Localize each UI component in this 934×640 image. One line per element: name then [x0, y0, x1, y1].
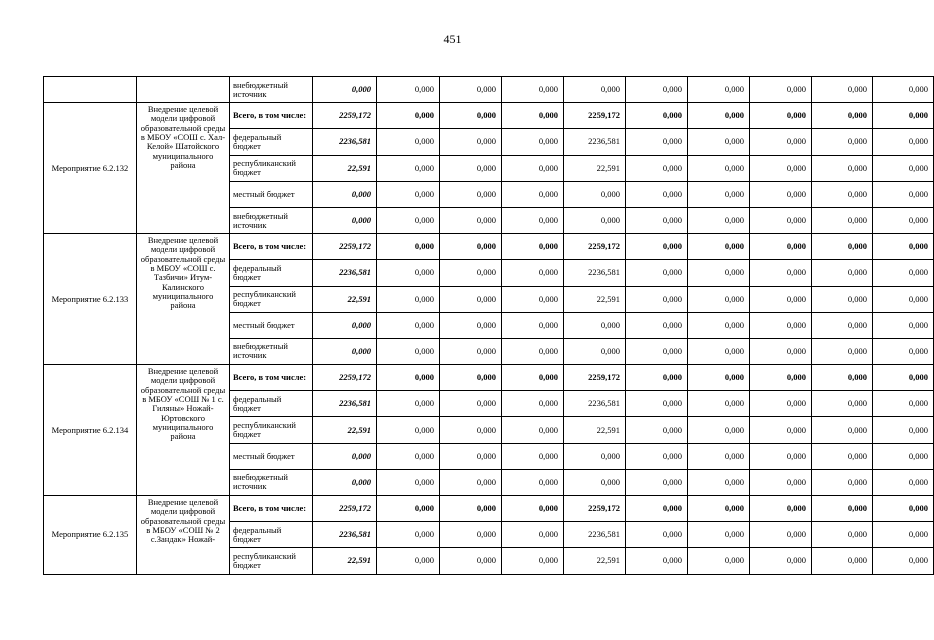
value-cell: 0,000	[377, 312, 440, 338]
value-cell: 0,000	[377, 103, 440, 129]
value-cell: 0,000	[313, 312, 377, 338]
value-cell: 0,000	[502, 260, 564, 286]
value-cell: 0,000	[440, 234, 502, 260]
value-cell: 0,000	[812, 234, 873, 260]
description-cell: Внедрение целевой модели цифровой образовательной среды в МБОУ «СОШ № 1 с. Гиляны» Ножай-Юртовского муниципального района	[137, 365, 230, 496]
value-cell: 22,591	[564, 417, 626, 443]
value-cell: 0,000	[377, 129, 440, 155]
value-cell: 0,000	[812, 443, 873, 469]
value-cell: 0,000	[750, 417, 812, 443]
source-cell: Всего, в том числе:	[230, 365, 313, 391]
source-cell: местный бюджет	[230, 312, 313, 338]
value-cell: 0,000	[688, 181, 750, 207]
value-cell: 0,000	[377, 365, 440, 391]
value-cell: 2236,581	[313, 391, 377, 417]
table-row	[44, 496, 934, 522]
value-cell: 0,000	[873, 207, 934, 233]
value-cell: 0,000	[750, 391, 812, 417]
value-cell: 0,000	[313, 338, 377, 364]
value-cell: 0,000	[688, 260, 750, 286]
value-cell: 0,000	[812, 77, 873, 103]
value-cell: 0,000	[873, 286, 934, 312]
value-cell: 0,000	[377, 469, 440, 495]
value-cell: 0,000	[440, 338, 502, 364]
value-cell: 0,000	[626, 496, 688, 522]
value-cell: 0,000	[626, 286, 688, 312]
value-cell: 0,000	[626, 155, 688, 181]
budget-table	[43, 76, 934, 575]
source-cell: Всего, в том числе:	[230, 496, 313, 522]
value-cell: 2259,172	[313, 234, 377, 260]
value-cell: 0,000	[873, 181, 934, 207]
value-cell: 0,000	[626, 391, 688, 417]
value-cell: 0,000	[688, 286, 750, 312]
value-cell: 0,000	[626, 548, 688, 574]
value-cell: 0,000	[688, 129, 750, 155]
value-cell: 0,000	[313, 181, 377, 207]
value-cell: 0,000	[873, 522, 934, 548]
value-cell: 0,000	[377, 417, 440, 443]
value-cell: 0,000	[313, 443, 377, 469]
value-cell: 0,000	[873, 443, 934, 469]
value-cell: 0,000	[812, 129, 873, 155]
value-cell: 0,000	[502, 312, 564, 338]
value-cell: 0,000	[440, 155, 502, 181]
value-cell: 0,000	[440, 207, 502, 233]
value-cell: 0,000	[873, 103, 934, 129]
activity-cell: Мероприятие 6.2.135	[44, 496, 137, 575]
value-cell: 0,000	[377, 234, 440, 260]
value-cell: 0,000	[873, 155, 934, 181]
value-cell: 0,000	[440, 443, 502, 469]
value-cell: 0,000	[873, 260, 934, 286]
value-cell: 0,000	[502, 548, 564, 574]
value-cell: 0,000	[502, 77, 564, 103]
value-cell: 0,000	[688, 391, 750, 417]
value-cell: 0,000	[812, 260, 873, 286]
value-cell: 0,000	[377, 391, 440, 417]
value-cell: 0,000	[688, 312, 750, 338]
value-cell: 2236,581	[313, 522, 377, 548]
source-cell: внебюджетный источник	[230, 207, 313, 233]
source-cell: федеральный бюджет	[230, 260, 313, 286]
value-cell: 0,000	[564, 469, 626, 495]
value-cell: 0,000	[377, 155, 440, 181]
value-cell: 2259,172	[313, 103, 377, 129]
value-cell: 0,000	[873, 129, 934, 155]
value-cell: 0,000	[626, 365, 688, 391]
value-cell: 0,000	[750, 312, 812, 338]
value-cell: 0,000	[688, 207, 750, 233]
source-cell: республиканский бюджет	[230, 286, 313, 312]
value-cell: 0,000	[688, 548, 750, 574]
value-cell: 0,000	[812, 365, 873, 391]
table-row	[44, 365, 934, 391]
value-cell: 0,000	[564, 338, 626, 364]
value-cell: 0,000	[377, 77, 440, 103]
table-row	[44, 234, 934, 260]
value-cell: 0,000	[440, 365, 502, 391]
value-cell: 0,000	[502, 286, 564, 312]
value-cell: 0,000	[812, 548, 873, 574]
value-cell: 0,000	[564, 443, 626, 469]
value-cell: 2259,172	[564, 365, 626, 391]
source-cell: республиканский бюджет	[230, 548, 313, 574]
value-cell: 0,000	[750, 155, 812, 181]
value-cell: 0,000	[440, 417, 502, 443]
value-cell: 0,000	[502, 234, 564, 260]
activity-cell: Мероприятие 6.2.132	[44, 103, 137, 234]
value-cell: 0,000	[626, 260, 688, 286]
value-cell: 0,000	[688, 417, 750, 443]
value-cell: 0,000	[626, 181, 688, 207]
value-cell: 2236,581	[313, 129, 377, 155]
value-cell: 0,000	[688, 443, 750, 469]
value-cell: 0,000	[377, 548, 440, 574]
value-cell: 0,000	[440, 286, 502, 312]
value-cell: 0,000	[626, 103, 688, 129]
value-cell: 0,000	[502, 496, 564, 522]
value-cell: 0,000	[440, 522, 502, 548]
value-cell: 2236,581	[313, 260, 377, 286]
value-cell: 2259,172	[564, 496, 626, 522]
value-cell: 0,000	[313, 77, 377, 103]
value-cell: 0,000	[873, 77, 934, 103]
value-cell: 0,000	[502, 391, 564, 417]
value-cell: 0,000	[812, 496, 873, 522]
value-cell: 0,000	[377, 443, 440, 469]
value-cell: 0,000	[377, 207, 440, 233]
value-cell: 0,000	[812, 181, 873, 207]
value-cell: 22,591	[564, 155, 626, 181]
value-cell: 0,000	[873, 469, 934, 495]
value-cell: 22,591	[313, 548, 377, 574]
value-cell: 0,000	[688, 469, 750, 495]
value-cell: 0,000	[502, 155, 564, 181]
source-cell: федеральный бюджет	[230, 391, 313, 417]
value-cell: 0,000	[564, 207, 626, 233]
value-cell: 0,000	[440, 181, 502, 207]
page-number: 451	[443, 32, 462, 46]
value-cell: 0,000	[313, 469, 377, 495]
value-cell: 0,000	[626, 129, 688, 155]
value-cell: 0,000	[750, 443, 812, 469]
table-row	[44, 103, 934, 129]
source-cell: республиканский бюджет	[230, 417, 313, 443]
value-cell: 0,000	[502, 443, 564, 469]
value-cell: 0,000	[502, 417, 564, 443]
value-cell: 22,591	[313, 417, 377, 443]
value-cell: 22,591	[564, 286, 626, 312]
activity-cell: Мероприятие 6.2.133	[44, 234, 137, 365]
value-cell: 2236,581	[564, 391, 626, 417]
value-cell: 0,000	[626, 443, 688, 469]
value-cell: 0,000	[626, 417, 688, 443]
value-cell: 0,000	[377, 260, 440, 286]
value-cell: 0,000	[750, 286, 812, 312]
value-cell: 0,000	[750, 181, 812, 207]
value-cell: 0,000	[626, 77, 688, 103]
value-cell: 0,000	[812, 286, 873, 312]
value-cell: 0,000	[750, 522, 812, 548]
value-cell: 0,000	[812, 207, 873, 233]
value-cell: 0,000	[873, 548, 934, 574]
value-cell: 2259,172	[313, 365, 377, 391]
value-cell: 0,000	[812, 522, 873, 548]
value-cell: 0,000	[626, 522, 688, 548]
source-cell: Всего, в том числе:	[230, 234, 313, 260]
value-cell: 0,000	[440, 391, 502, 417]
value-cell: 2259,172	[564, 234, 626, 260]
value-cell: 0,000	[750, 338, 812, 364]
value-cell: 0,000	[750, 207, 812, 233]
value-cell: 0,000	[626, 234, 688, 260]
value-cell: 0,000	[688, 103, 750, 129]
value-cell: 0,000	[626, 338, 688, 364]
value-cell: 0,000	[440, 312, 502, 338]
description-cell: Внедрение целевой модели цифровой образовательной среды в МБОУ «СОШ с. Тазбичи» Итум-Калинского муниципального района	[137, 234, 230, 365]
value-cell: 0,000	[564, 312, 626, 338]
value-cell: 0,000	[502, 522, 564, 548]
value-cell: 0,000	[440, 129, 502, 155]
value-cell: 0,000	[502, 338, 564, 364]
value-cell: 0,000	[377, 338, 440, 364]
value-cell: 0,000	[440, 496, 502, 522]
value-cell: 2259,172	[313, 496, 377, 522]
value-cell: 0,000	[688, 155, 750, 181]
source-cell: внебюджетный источник	[230, 338, 313, 364]
value-cell: 0,000	[873, 234, 934, 260]
value-cell: 0,000	[440, 77, 502, 103]
value-cell: 0,000	[440, 548, 502, 574]
value-cell: 0,000	[688, 338, 750, 364]
value-cell: 0,000	[440, 260, 502, 286]
value-cell: 0,000	[377, 286, 440, 312]
value-cell: 0,000	[812, 155, 873, 181]
description-cell: Внедрение целевой модели цифровой образовательной среды в МБОУ «СОШ № 2 с.Зандак» Ножай-	[137, 496, 230, 575]
value-cell: 22,591	[313, 286, 377, 312]
value-cell: 0,000	[502, 103, 564, 129]
value-cell: 0,000	[750, 260, 812, 286]
value-cell: 0,000	[750, 496, 812, 522]
value-cell: 0,000	[626, 312, 688, 338]
value-cell: 0,000	[502, 207, 564, 233]
value-cell: 0,000	[440, 103, 502, 129]
value-cell: 22,591	[313, 155, 377, 181]
value-cell: 0,000	[688, 522, 750, 548]
description-cell-empty	[137, 77, 230, 103]
value-cell: 0,000	[688, 234, 750, 260]
value-cell: 0,000	[626, 469, 688, 495]
value-cell: 2236,581	[564, 260, 626, 286]
value-cell: 0,000	[873, 312, 934, 338]
value-cell: 0,000	[812, 312, 873, 338]
table-body	[44, 77, 934, 575]
activity-cell-empty	[44, 77, 137, 103]
value-cell: 0,000	[750, 129, 812, 155]
value-cell: 0,000	[688, 365, 750, 391]
value-cell: 22,591	[564, 548, 626, 574]
value-cell: 0,000	[750, 77, 812, 103]
source-cell: внебюджетный источник	[230, 469, 313, 495]
value-cell: 0,000	[377, 181, 440, 207]
activity-cell: Мероприятие 6.2.134	[44, 365, 137, 496]
value-cell: 0,000	[750, 365, 812, 391]
value-cell: 0,000	[564, 181, 626, 207]
value-cell: 0,000	[873, 338, 934, 364]
value-cell: 0,000	[502, 129, 564, 155]
source-cell: республиканский бюджет	[230, 155, 313, 181]
value-cell: 0,000	[750, 469, 812, 495]
value-cell: 0,000	[377, 496, 440, 522]
value-cell: 0,000	[873, 417, 934, 443]
value-cell: 0,000	[812, 103, 873, 129]
value-cell: 0,000	[688, 496, 750, 522]
value-cell: 2259,172	[564, 103, 626, 129]
source-cell: Всего, в том числе:	[230, 103, 313, 129]
source-cell: внебюджетный источник	[230, 77, 313, 103]
value-cell: 0,000	[377, 522, 440, 548]
value-cell: 0,000	[313, 207, 377, 233]
source-cell: федеральный бюджет	[230, 129, 313, 155]
source-cell: федеральный бюджет	[230, 522, 313, 548]
value-cell: 0,000	[812, 391, 873, 417]
value-cell: 0,000	[502, 365, 564, 391]
value-cell: 0,000	[873, 365, 934, 391]
value-cell: 0,000	[626, 207, 688, 233]
value-cell: 0,000	[502, 181, 564, 207]
value-cell: 0,000	[812, 338, 873, 364]
value-cell: 0,000	[440, 469, 502, 495]
value-cell: 0,000	[688, 77, 750, 103]
value-cell: 0,000	[812, 417, 873, 443]
value-cell: 0,000	[750, 103, 812, 129]
source-cell: местный бюджет	[230, 181, 313, 207]
value-cell: 0,000	[750, 234, 812, 260]
value-cell: 0,000	[873, 496, 934, 522]
value-cell: 2236,581	[564, 522, 626, 548]
value-cell: 0,000	[502, 469, 564, 495]
source-cell: местный бюджет	[230, 443, 313, 469]
table-row	[44, 77, 934, 103]
value-cell: 2236,581	[564, 129, 626, 155]
value-cell: 0,000	[564, 77, 626, 103]
value-cell: 0,000	[750, 548, 812, 574]
value-cell: 0,000	[812, 469, 873, 495]
value-cell: 0,000	[873, 391, 934, 417]
description-cell: Внедрение целевой модели цифровой образовательной среды в МБОУ «СОШ с. Хал-Келой» Шатойского муниципального района	[137, 103, 230, 234]
